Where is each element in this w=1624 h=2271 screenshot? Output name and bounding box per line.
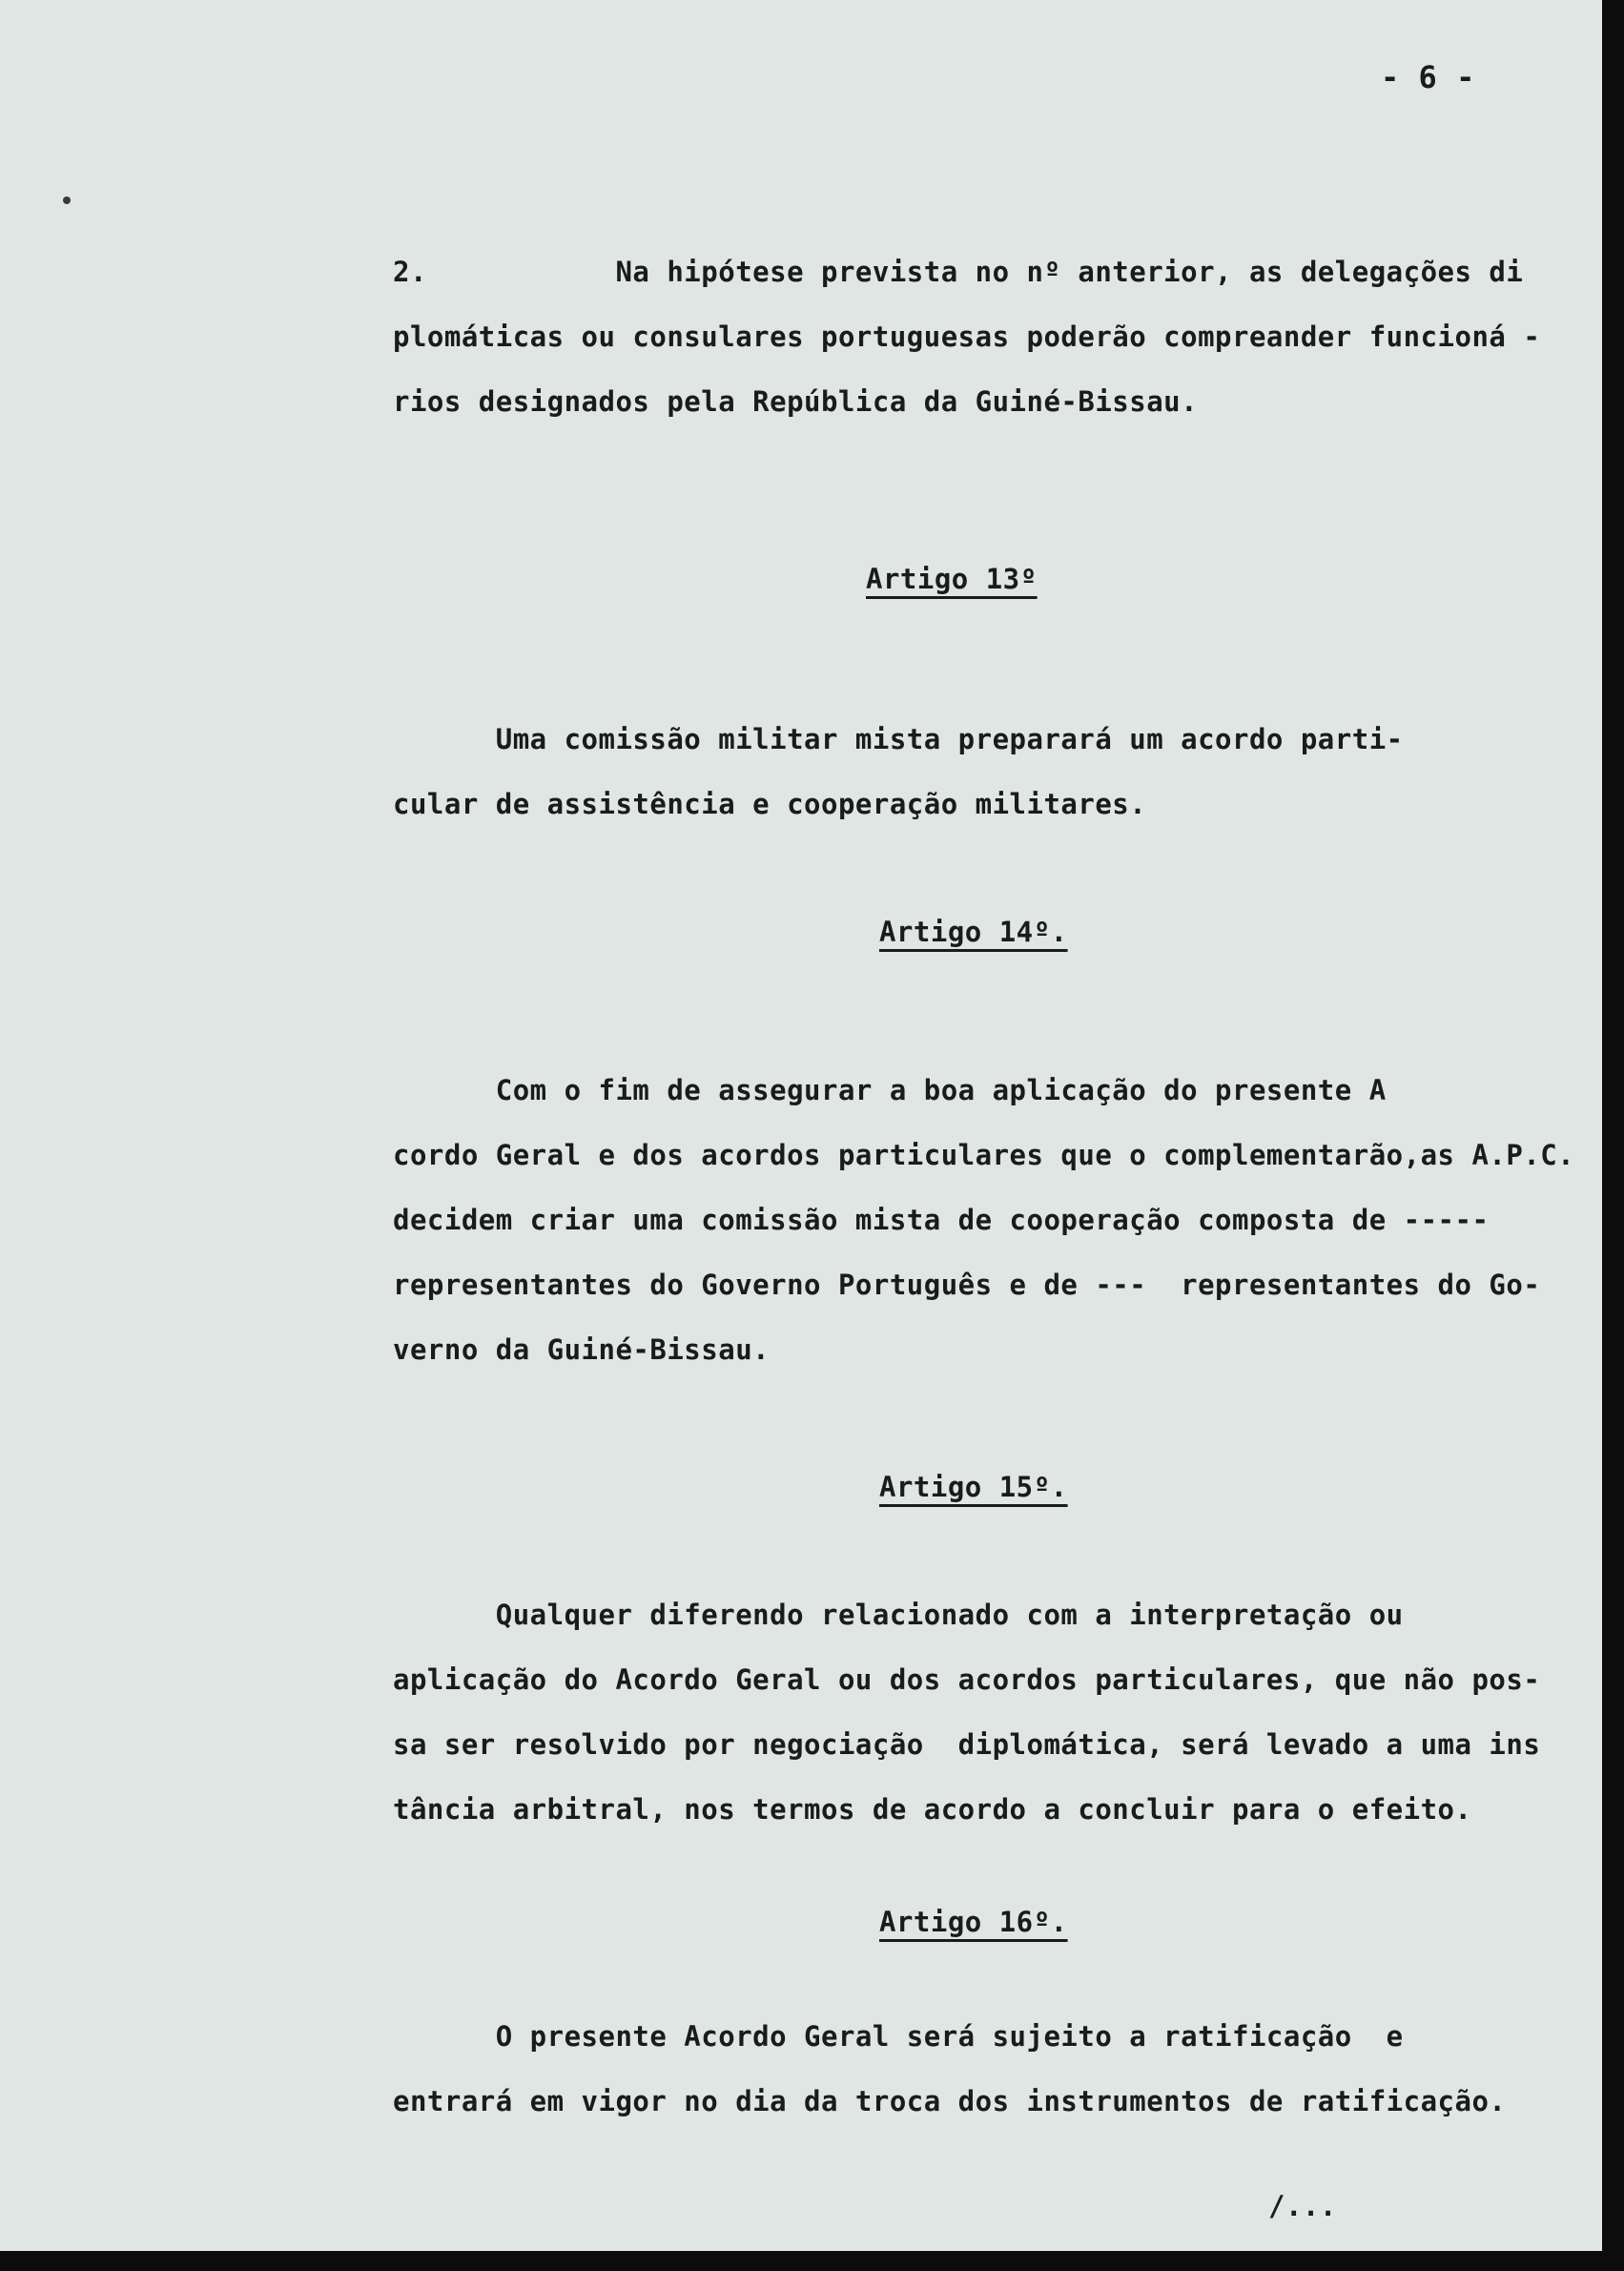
paragraph-line: O presente Acordo Geral será sujeito a ratificação e <box>393 2020 1404 2053</box>
paragraph-line: cular de assistência e cooperação militares. <box>393 788 1147 820</box>
paragraph-line: plomáticas ou consulares portuguesas poderão compreander funcioná - <box>393 320 1541 353</box>
paragraph-line: Uma comissão militar mista preparará um acordo parti- <box>393 723 1404 755</box>
article-heading-14: Artigo 14º. <box>879 916 1068 948</box>
paragraph-line: decidem criar uma comissão mista de cooperação composta de ----- <box>393 1204 1490 1236</box>
paragraph-line: verno da Guiné-Bissau. <box>393 1333 771 1366</box>
article-heading-16: Artigo 16º. <box>879 1906 1068 1938</box>
punch-mark <box>63 196 71 204</box>
paragraph-line: rios designados pela República da Guiné-Bissau. <box>393 385 1199 418</box>
paragraph-line: entrará em vigor no dia da troca dos instrumentos de ratificação. <box>393 2085 1507 2117</box>
paragraph-line: sa ser resolvido por negociação diplomática, será levado a uma ins <box>393 1728 1541 1761</box>
paragraph-line: Qualquer diferendo relacionado com a interpretação ou <box>393 1599 1404 1631</box>
paragraph-line: 2. Na hipótese prevista no nº anterior, as delegações di <box>393 256 1524 288</box>
paragraph-line: representantes do Governo Português e de --- representantes do Go- <box>393 1269 1541 1301</box>
article-heading-13: Artigo 13º <box>866 563 1038 595</box>
paragraph-line: Com o fim de assegurar a boa aplicação do presente A <box>393 1074 1387 1106</box>
page-number: - 6 - <box>1381 59 1475 95</box>
paragraph-line: aplicação do Acordo Geral ou dos acordos particulares, que não pos- <box>393 1663 1541 1696</box>
article-heading-15: Artigo 15º. <box>879 1471 1068 1503</box>
paragraph-line: cordo Geral e dos acordos particulares que o complementarão,as A.P.C. <box>393 1139 1575 1171</box>
continuation-mark: /... <box>1268 2190 1337 2222</box>
paragraph-line: tância arbitral, nos termos de acordo a concluir para o efeito. <box>393 1793 1472 1826</box>
